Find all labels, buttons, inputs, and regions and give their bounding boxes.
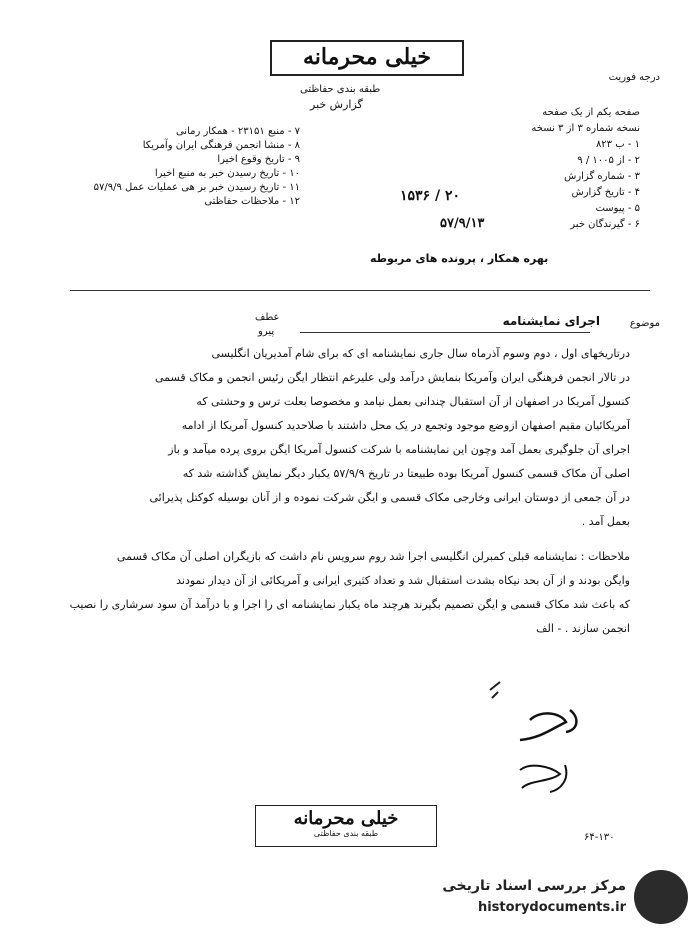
notes-line: وایگن بودند و از آن بحد نیکاه بشدت استقبال شد و تعداد کثیری ایرانی و آمریکائی از آن دیدار نمودند <box>176 574 630 587</box>
stamp-subtitle: طبقه بندی حفاظتی <box>313 829 379 838</box>
report-label: گزارش خبر <box>310 98 363 111</box>
header-left-line: ۸ - منشا انجمن فرهنگی ایران وآمریکا <box>142 140 300 151</box>
report-number: ۲۰ / ۱۵۳۶ <box>400 188 460 204</box>
header-right-line: نسخه شماره ۳ از ۳ نسخه <box>531 123 640 134</box>
body-line: در آن جمعی از دوستان ایرانی وخارجی مکاک قسمی و ایگن شرکت نموده و از آنان بوسیله کوکتل پذیرائی <box>149 491 630 504</box>
classification-stamp-top <box>270 40 464 76</box>
header-right-line: ۵ - پیوست <box>595 203 640 214</box>
header-left-line: ۱۱ - تاریخ رسیدن خبر بر هی عملیات عمل ۵۷/۹/۹ <box>93 182 300 193</box>
header-left <box>40 125 300 209</box>
subject: اجرای نمایشنامه <box>502 314 600 328</box>
header-left-line: ۷ - منبع ۲۳۱۵۱ - همکار رمانی <box>175 126 300 137</box>
body-line: درتاریخهای اول ، دوم وسوم آذرماه سال جاری نمایشنامه ای که برای شام آمدیریان انگلیسی <box>211 347 630 360</box>
header-right-line: صفحه یکم از یک صفحه <box>542 107 640 118</box>
body-line: اجرای آن جلوگیری بعمل آمد وچون این نمایشنامه با شرکت کنسول آمریکا ایگن بروی پرده میآمد و باز <box>168 443 630 456</box>
subject-label: موضوع <box>629 318 660 329</box>
stamp-text: خیلی محرمانه <box>293 808 399 829</box>
watermark-url: historydocuments.ir <box>477 900 626 915</box>
header-right-line: ۶ - گیرندگان خبر <box>570 219 640 230</box>
header-left-line: ۱۰ - تاریخ رسیدن خبر به منبع اخیرا <box>154 168 300 179</box>
body-line: در تالار انجمن فرهنگی ایران وآمریکا بنمایش درآمد ولی علیرغم انتظار ایگن رئیس انجمن و مکاک قسمی <box>155 371 630 384</box>
notes-line: انجمن سازند . - الف <box>536 622 630 635</box>
archive-logo-icon <box>634 870 688 924</box>
classification-stamp-bottom <box>255 805 437 847</box>
body-line: بعمل آمد . <box>581 515 630 528</box>
body-line: اصلی آن مکاک قسمی کنسول آمریکا بوده طبیعتا در تاریخ ۵۷/۹/۹ یکبار دیگر نمایش گذاشته شد که <box>182 467 630 480</box>
header-right-line: ۳ - شماره گزارش <box>564 171 640 182</box>
body-line: کنسول آمریکا در اصفهان از آن استقبال چندانی بعمل نیامد و مخصوصا بعلت ترس و وحشتی که <box>196 395 630 408</box>
header-right-line: ۲ - از ۱۰۰۵ / ۹ <box>577 155 640 166</box>
header-left-line: ۹ - تاریخ وقوع اخیرا <box>217 154 300 165</box>
watermark-title: مرکز بررسی اسناد تاریخی <box>442 878 626 894</box>
header-left-line: ۱۲ - ملاحظات حفاظتی <box>204 196 300 207</box>
footer-code: ۶۴-۱۳۰ <box>584 832 615 843</box>
header-right <box>310 105 640 233</box>
report-body <box>70 342 630 534</box>
ref-label-2: پیرو <box>258 326 275 337</box>
notes-line: که باعث شد مکاک قسمی و ایگن تصمیم بگیرند هرچند ماه یکبار نمایشنامه ای را اجرا و با درآمد آن سود سرشاری را نصیب <box>70 598 630 611</box>
report-date: ۵۷/۹/۱۳ <box>440 216 485 231</box>
urgency-label: درجه فوریت <box>608 72 660 83</box>
header-right-line: ۴ - تاریخ گزارش <box>571 187 640 198</box>
ref-label: عطف <box>255 312 280 323</box>
stamp-text: خیلی محرمانه <box>302 44 432 70</box>
notes <box>70 545 630 641</box>
subject-underline <box>300 332 590 333</box>
header-right-line: ۱ - ب ۸۲۳ <box>595 139 640 150</box>
divider <box>70 290 650 291</box>
notes-line: ملاحظات : نمایشنامه قبلی کمبرلن انگلیسی اجرا شد روم سرویس نام داشت که بازیگران اصلی آن مکاک قسمی <box>116 550 630 563</box>
body-line: آمریکائیان مقیم اصفهان ازوضع موجود وتجمع در یک محل داشتند با صلاحدید کنسول آمریکا از ادامه <box>181 419 630 432</box>
signature-marks <box>470 670 610 810</box>
recipients: بهره همکار ، پرونده های مربوطه <box>370 252 549 265</box>
stamp-subtitle: طبقه بندی حفاظتی <box>300 84 381 95</box>
